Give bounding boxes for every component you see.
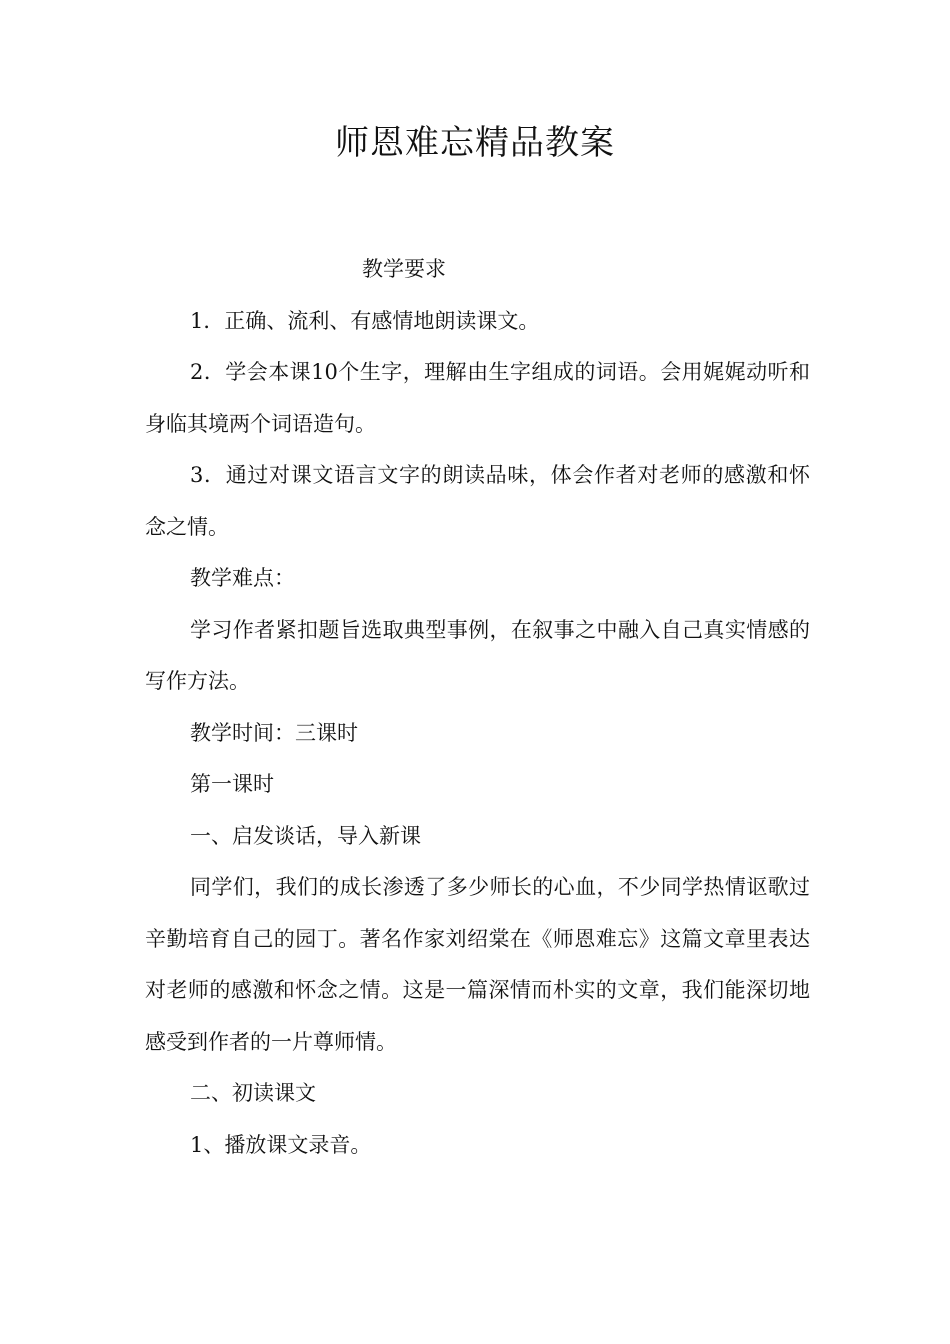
document-title: 师恩难忘精品教案 (335, 123, 615, 163)
section-heading-teaching-requirements: 教学要求 (362, 257, 446, 281)
paragraph-introduction: 同学们，我们的成长渗透了多少师长的心血，不少同学热情讴歌过辛勤培育自己的园丁。著名作家刘绍棠在《师恩难忘》这篇文章里表达对老师的感激和怀念之情。这是一篇深情而朴实的文章，我们能深切地感受到作者的一片尊师情。 (145, 875, 810, 1054)
paragraph-teaching-difficulty-label: 教学难点： (190, 566, 295, 590)
paragraph-requirement-1: 1．正确、流利、有感情地朗读课文。 (190, 308, 540, 333)
paragraph-step-1: 1、播放课文录音。 (190, 1132, 372, 1157)
paragraph-requirement-3: 3．通过对课文语言文字的朗读品味，体会作者对老师的感激和怀念之情。 (145, 463, 810, 539)
paragraph-teaching-difficulty: 学习作者紧扣题旨选取典型事例，在叙事之中融入自己真实情感的写作方法。 (145, 617, 810, 693)
paragraph-first-lesson: 第一课时 (190, 772, 274, 796)
paragraph-teaching-time: 教学时间：三课时 (190, 720, 358, 745)
paragraph-requirement-2: 2．学会本课10个生字，理解由生字组成的词语。会用娓娓动听和身临其境两个词语造句。 (145, 360, 810, 436)
paragraph-section-one-heading: 一、启发谈话，导入新课 (190, 823, 421, 848)
paragraph-section-two-heading: 二、初读课文 (190, 1081, 316, 1105)
document-body (145, 244, 810, 1171)
